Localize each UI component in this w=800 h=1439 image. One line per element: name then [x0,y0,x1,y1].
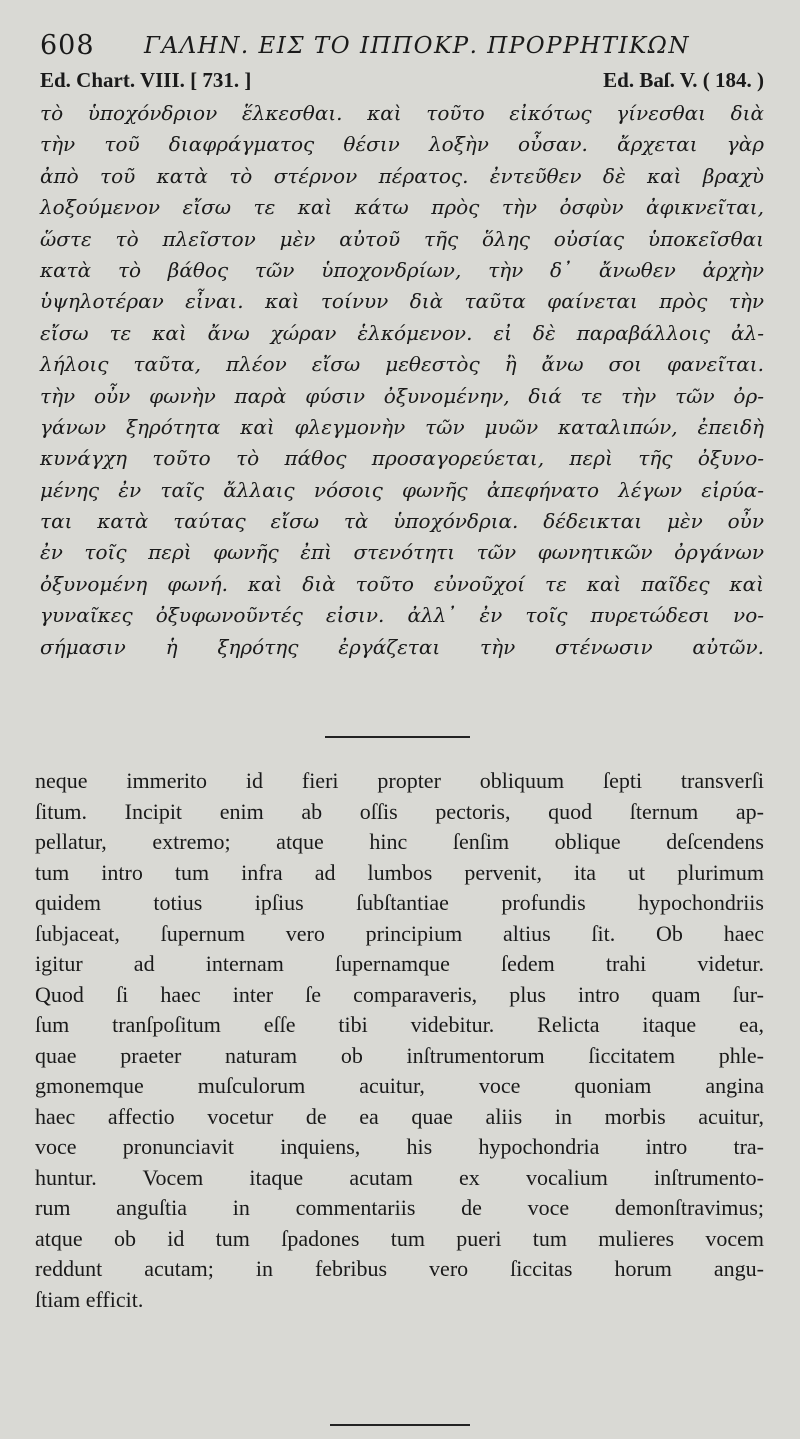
edition-reference [40,68,764,98]
greek-text-line: σήμασιν ἡ ξηρότης ἐργάζεται τὴν στένωσιν αὐτῶν. [40,634,764,659]
running-head [40,30,780,66]
greek-text-line: εἴσω τε καὶ ἄνω χώραν ἑλκόμενον. εἰ δὲ παραβάλλοις ἀλ- [40,320,764,345]
greek-text-line: μένης ἐν ταῖς ἄλλαις νόσοις φωνῆς ἀπεφήνατο λέγων εἰρύα- [40,477,764,502]
page-number: 608 [40,30,95,61]
latin-text-line: haec affectio vocetur de ea quae aliis in morbis acuitur, [35,1103,764,1129]
latin-text-line: atque ob id tum ſpadones tum pueri tum mulieres vocem [35,1225,764,1251]
latin-text-line: ſubjaceat, ſupernum vero principium altius ſit. Ob haec [35,920,764,946]
latin-text-line: neque immerito id fieri propter obliquum ſepti transverſi [35,768,764,793]
latin-text-line: Quod ſi haec inter ſe comparaveris, plus intro quam ſur- [35,981,764,1007]
greek-text-line: ἐν τοῖς περὶ φωνῆς ἐπὶ στενότητι τῶν φωνητικῶν ὀργάνων [40,540,764,565]
latin-translation [35,766,764,1315]
latin-text-line: huntur. Vocem itaque acutam ex vocalium inſtrumento- [35,1164,764,1190]
latin-text-line: igitur ad internam ſupernamque ſedem trahi videtur. [35,951,764,976]
greek-text-line: γυναῖκες ὀξυφωνοῦντές εἰσιν. ἀλλ᾽ ἐν τοῖς πυρετώδεσι νο- [40,603,764,628]
latin-text-line: ſitum. Incipit enim ab oſſis pectoris, quod ſternum ap- [35,798,764,824]
greek-text-line: ὥστε τὸ πλεῖστον μὲν αὐτοῦ τῆς ὅλης οὐσίας ὑποκεῖσθαι [40,226,764,251]
latin-text-line: voce pronunciavit inquiens, his hypochondria intro tra- [35,1134,764,1159]
latin-text-line: reddunt acutam; in febribus vero ſiccitas horum angu- [35,1256,764,1281]
latin-text-line: gmonemque muſculorum acuitur, voce quoniam angina [35,1073,764,1098]
greek-text-line: τὸ ὑποχόνδριον ἕλκεσθαι. καὶ τοῦτο εἰκότως γίνεσθαι διὰ [40,101,764,125]
greek-text-line: ὀξυνομένη φωνή. καὶ διὰ τοῦτο εὐνοῦχοί τε καὶ παῖδες καὶ [40,571,764,596]
greek-text-line: ται κατὰ ταύτας εἴσω τὰ ὑποχόνδρια. δέδεικται μὲν οὖν [40,509,764,534]
greek-text-line: τὴν οὖν φωνὴν παρὰ φύσιν ὀξυνομένην, διά τε τὴν τῶν ὀρ- [40,383,764,408]
latin-text-line: rum anguſtia in commentariis de voce demonſtravimus; [35,1195,764,1220]
greek-text-line: λοξούμενον εἴσω τε καὶ κάτω πρὸς τὴν ὀσφὺν ἀφικνεῖται, [40,195,764,220]
greek-text-line: ὑψηλοτέραν εἶναι. καὶ τοίνυν διὰ ταῦτα φαίνεται πρὸς τὴν [40,289,764,314]
latin-text-line: ſtiam efficit. [35,1286,144,1312]
greek-text-line: κυνάγχη τοῦτο τὸ πάθος προσαγορεύεται, περὶ τῆς ὀξυνο- [40,446,764,471]
latin-text-line: quae praeter naturam ob inſtrumentorum ſiccitatem phle- [35,1042,764,1068]
greek-text-line: τὴν τοῦ διαφράγματος θέσιν λοξὴν οὖσαν. ἄρχεται γὰρ [40,132,764,157]
greek-text-line: λήλοις ταῦτα, πλέον εἴσω μεθεστὸς ἢ ἄνω σοι φανεῖται. [40,352,764,377]
running-title: ΓΑΛΗΝ. ΕΙΣ ΤΟ ΙΠΠΟΚΡ. ΠΡΟΡΡΗΤΙΚΩΝ [144,33,690,59]
footer-divider [330,1424,470,1426]
edition-basel: Ed. Baſ. V. ( 184. ) [603,68,764,92]
greek-text-line: γάνων ξηρότητα καὶ φλεγμονὴν τῶν μυῶν καταλιπών, ἐπειδὴ [40,414,764,439]
edition-chartier: Ed. Chart. VIII. [ 731. ] [40,68,252,92]
greek-text-line: ἀπὸ τοῦ κατὰ τὸ στέρνον πέρατος. ἐντεῦθεν δὲ καὶ βραχὺ [40,163,764,188]
section-divider [325,736,470,738]
latin-text-line: quidem totius ipſius ſubſtantiae profundis hypochondriis [35,890,764,915]
latin-text-line: pellatur, extremo; atque hinc ſenſim oblique deſcendens [35,829,764,854]
greek-text-line: κατὰ τὸ βάθος τῶν ὑποχονδρίων, τὴν δ᾽ ἄνωθεν ἀρχὴν [40,257,764,282]
latin-text-line: ſum tranſpoſitum eſſe tibi videbitur. Relicta itaque ea, [35,1012,764,1037]
greek-text [40,98,764,663]
latin-text-line: tum intro tum infra ad lumbos pervenit, ita ut plurimum [35,859,764,885]
